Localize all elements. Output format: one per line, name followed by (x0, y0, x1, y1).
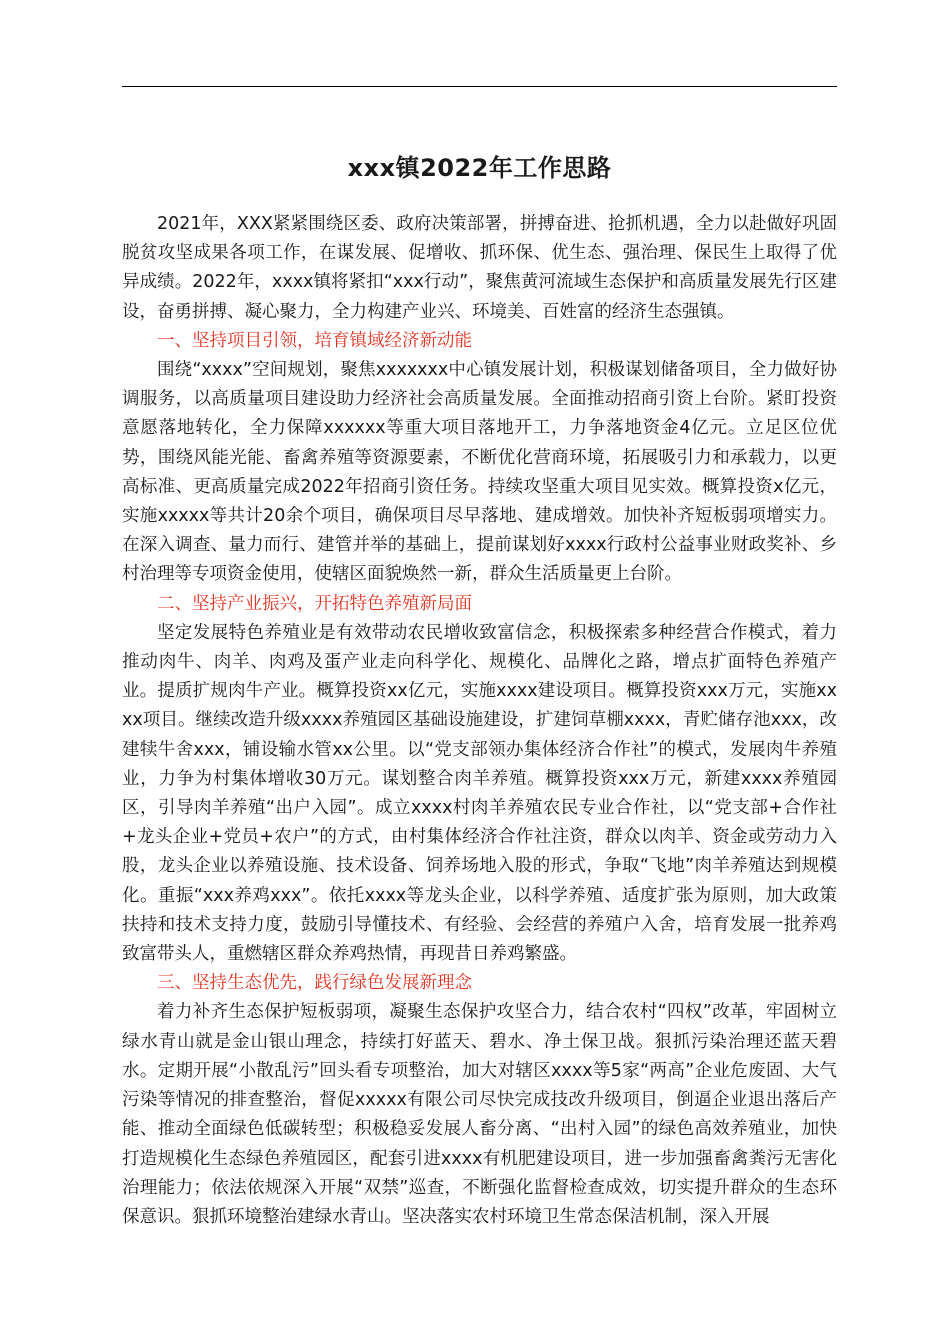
header-rule (122, 86, 837, 87)
section-paragraph-1: 围绕“xxxx”空间规划，聚焦xxxxxxx中心镇发展计划，积极谋划储备项目，全力做好协调服务，以高质量项目建设助力经济社会高质量发展。全面推动招商引资上台阶。紧盯投资意愿落地转化，全力保障xxxxxx等重大项目落地开工，力争落地资金4亿元。立足区位优势，围绕风能光能、畜禽养殖等资源要素，不断优化营商环境，拓展吸引力和承载力，以更高标准、更高质量完成2022年招商引资任务。持续攻坚重大项目见实效。概算投资x亿元，实施xxxxx等共计20余个项目，确保项目尽早落地、建成增效。加快补齐短板弱项增实力。在深入调查、量力而行、建管并举的基础上，提前谋划好xxxx行政村公益事业财政奖补、乡村治理等专项资金使用，使辖区面貌焕然一新，群众生活质量更上台阶。 (122, 360, 837, 585)
section-heading-1: 一、坚持项目引领，培育镇域经济新动能 (157, 330, 472, 351)
section-heading-2: 二、坚持产业振兴，开拓特色养殖新局面 (157, 593, 472, 614)
section-paragraph-2: 坚定发展特色养殖业是有效带动农民增收致富信念，积极探索多种经营合作模式，着力推动肉牛、肉羊、肉鸡及蛋产业走向科学化、规模化、品牌化之路，增点扩面特色养殖产业。提质扩规肉牛产业。概算投资xx亿元，实施xxxx建设项目。概算投资xxx万元，实施xxxx项目。继续改造升级xxxx养殖园区基础设施建设，扩建饲草棚xxxx，青贮储存池xxx，改建犊牛舍xxx，铺设输水管xx公里。以“党支部领办集体经济合作社”的模式，发展肉牛养殖业，力争为村集体增收30万元。谋划整合肉羊养殖。概算投资xxx万元，新建xxxx养殖园区，引导肉羊养殖“出户入园”。成立xxxx村肉羊养殖农民专业合作社，以“党支部+合作社+龙头企业+党员+农户”的方式，由村集体经济合作社注资，群众以肉羊、资金或劳动力入股，龙头企业以养殖设施、技术设备、饲养场地入股的形式，争取“飞地”肉羊养殖达到规模化。重振“xxx养鸡xxx”。依托xxxx等龙头企业，以科学养殖、适度扩张为原则，加大政策扶持和技术支持力度，鼓励引导懂技术、有经验、会经营的养殖户入舍，培育发展一批养鸡致富带头人，重燃辖区群众养鸡热情，再现昔日养鸡繁盛。 (122, 622, 837, 965)
intro-paragraph: 2021年，XXX紧紧围绕区委、政府决策部署，拼搏奋进、抢抓机遇，全力以赴做好巩固脱贫攻坚成果各项工作，在谋发展、促增收、抓环保、优生态、强治理、保民生上取得了优异成绩。2022年，xxxx镇将紧扣“xxx行动”，聚焦黄河流域生态保护和高质量发展先行区建设，奋勇拼搏、凝心聚力，全力构建产业兴、环境美、百姓富的经济生态强镇。 (122, 214, 837, 322)
section-heading-3: 三、坚持生态优先，践行绿色发展新理念 (157, 973, 472, 994)
section-paragraph-3: 着力补齐生态保护短板弱项，凝聚生态保护攻坚合力，结合农村“四权”改革，牢固树立绿水青山就是金山银山理念，持续打好蓝天、碧水、净土保卫战。狠抓污染治理还蓝天碧水。定期开展“小散乱污”回头看专项整治，加大对辖区xxxx等5家“两高”企业危废固、大气污染等情况的排查整治，督促xxxxx有限公司尽快完成技改升级项目，倒逼企业退出落后产能、推动全面绿色低碳转型；积极稳妥发展人畜分离、“出村入园”的绿色高效养殖业，加快打造规模化生态绿色养殖园区，配套引进xxxx有机肥建设项目，进一步加强畜禽粪污无害化治理能力；依法依规深入开展“双禁”巡查，不断强化监督检查成效，切实提升群众的生态环保意识。狠抓环境整治建绿水青山。坚决落实农村环境卫生常态保洁机制，深入开展 (122, 1002, 837, 1227)
document-body (122, 210, 837, 1232)
document-title: xxx镇2022年工作思路 (347, 154, 612, 182)
